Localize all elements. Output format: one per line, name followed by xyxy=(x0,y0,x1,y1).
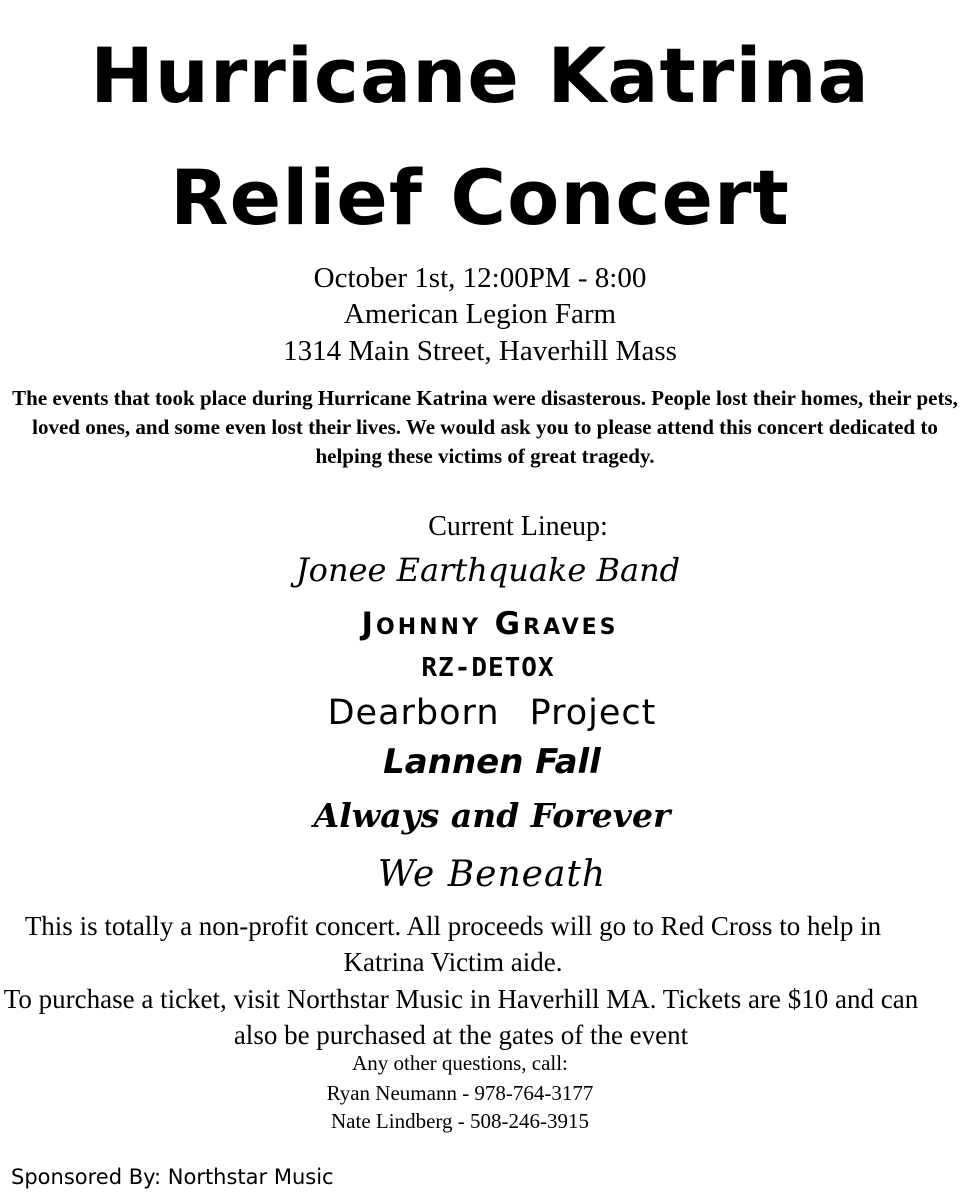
title-line-1: Hurricane Katrina xyxy=(90,31,870,120)
nonprofit-note: This is totally a non-profit concert. All proceeds will go to Red Cross to help in Katrina Victim aide. xyxy=(24,911,882,977)
ticket-note: To purchase a ticket, visit Northstar Music in Haverhill MA. Tickets are $10 and can also be purchased at the gates of the event xyxy=(3,984,919,1050)
lineup-heading: Current Lineup: xyxy=(428,511,608,542)
contact-line: Ryan Neumann - 978-764-3177 xyxy=(326,1081,594,1105)
lineup-band: Lannen Fall xyxy=(383,742,601,782)
title-line-2: Relief Concert xyxy=(170,153,790,242)
lineup-band: Always and Forever xyxy=(313,796,671,835)
lineup-band: Dearborn Project xyxy=(327,693,657,733)
event-description: The events that took place during Hurricane Katrina were disasterous. People lost their homes, their pets, loved ones, and some even lost their lives. We would ask you to please attend this concert dedicated to helping these victims of great tragedy. xyxy=(12,386,958,468)
questions-label: Any other questions, call: xyxy=(352,1051,568,1075)
contact-line: Nate Lindberg - 508-246-3915 xyxy=(331,1109,589,1133)
lineup-band: Jonee Earthquake Band xyxy=(295,551,681,589)
lineup-band: We Beneath xyxy=(377,854,607,895)
sponsor-line: Sponsored By: Northstar Music xyxy=(11,1165,334,1189)
event-address: 1314 Main Street, Haverhill Mass xyxy=(283,335,677,367)
event-date-time: October 1st, 12:00PM - 8:00 xyxy=(313,262,647,294)
event-venue: American Legion Farm xyxy=(343,298,617,330)
lineup-band: Johnny Graves xyxy=(361,606,619,642)
lineup-band: RZ-DETOX xyxy=(421,653,555,683)
